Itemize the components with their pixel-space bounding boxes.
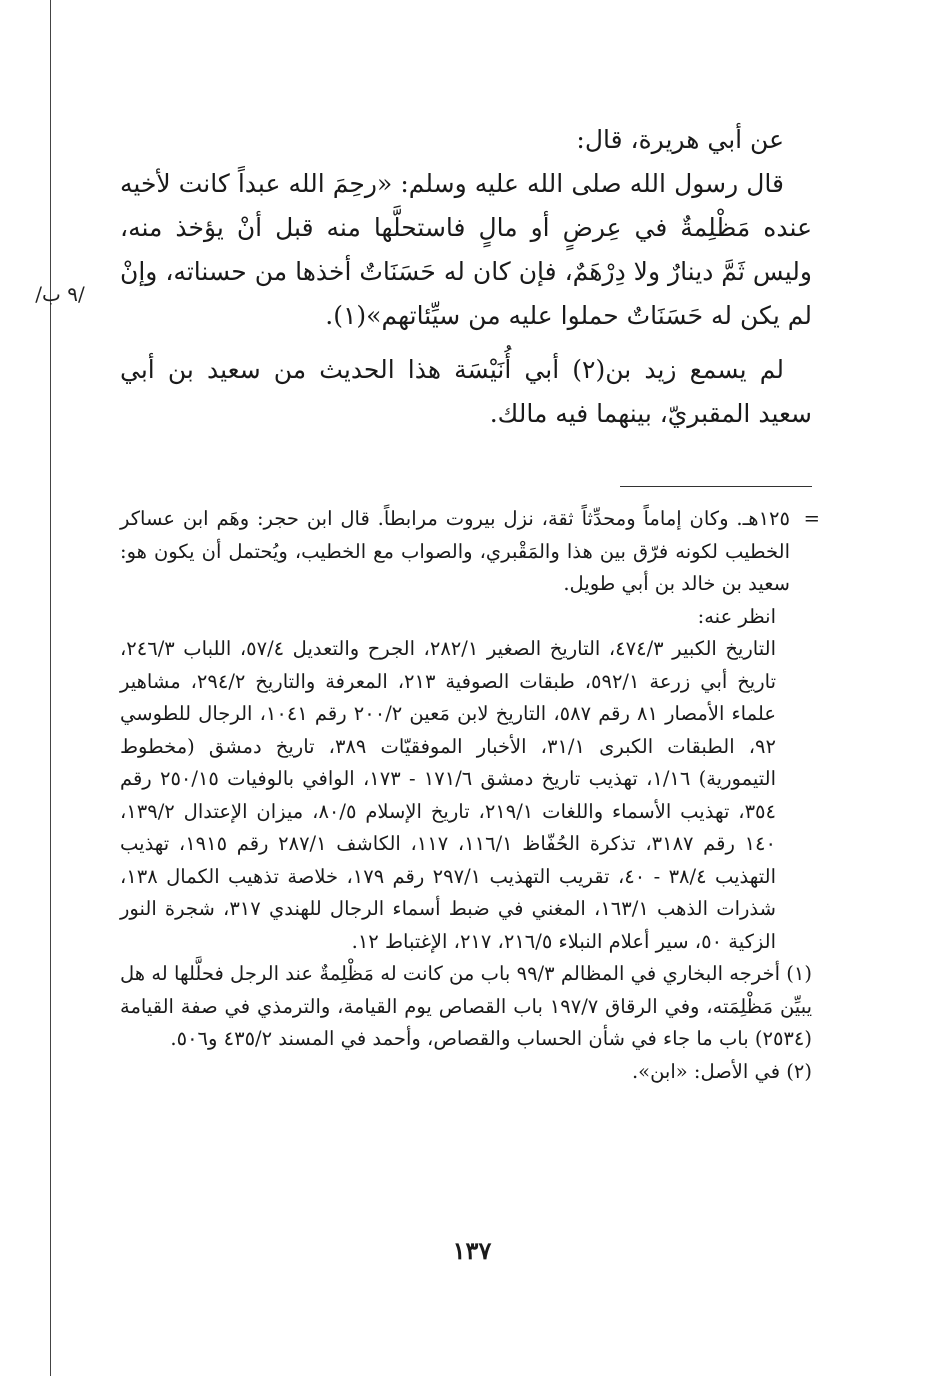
margin-folio-note: /٩ ب/ [35,282,85,306]
footnote-2: (٢) في الأصل: «ابن». [631,1059,812,1083]
page-number: ١٣٧ [452,1236,492,1265]
main-paragraph-1: عن أبي هريرة، قال: [576,125,784,154]
main-text [120,118,812,436]
margin-line [50,0,51,1376]
continuation-mark: = [803,507,820,530]
main-paragraph-3: لم يسمع زيد بن(٢) أبي أُنَيْسَة هذا الحديث من سعيد بن أبي سعيد المقبريّ، بينهما فيه مالك. [120,355,812,428]
footnote-1: (١) أخرجه البخاري في المظالم ٩٩/٣ باب من كانت له مَظْلِمةٌ عند الرجل فحلَّلها له هل يبيِّن مَظْلِمَته، وفي الرقاق ١٩٧/٧ باب القصاص يوم القيامة، والترمذي في صفة القيامة (٢٥٣٤) باب ما جاء في شأن الحساب والقصاص، وأحمد في المسند ٤٣٥/٢ و٥٠٦. [120,962,813,1050]
footnote-separator [620,486,812,487]
footnote-sources: التاريخ الكبير ٤٧٤/٣، التاريخ الصغير ٢٨٢/١، الجرح والتعديل ٥٧/٤، اللباب ٢٤٦/٣، تاريخ أبي زرعة ٥٩٢/١، طبقات الصوفية ٢١٣، المعرفة والتاريخ ٢٩٤/٢، مشاهير علماء الأمصار ٨١ رقم ٥٨٧، التاريخ لابن مَعين ٢٠٠/٢ رقم ١٠٤١، الرجال للطوسي ٩٢، الطبقات الكبرى ٣١/١، الأخبار الموفقيّات ٣٨٩، تاريخ دمشق (مخطوط التيمورية) ١/١٦، تهذيب تاريخ دمشق ١٧١/٦ - ١٧٣، الوافي بالوفيات ٢٥٠/١٥ رقم ٣٥٤، تهذيب الأسماء واللغات ٢١٩/١، تاريخ الإسلام ٨٠/٥، ميزان الإعتدال ١٣٩/٢، ١٤٠ رقم ٣١٨٧، تذكرة الحُفّاظ ١١٦/١، ١١٧، الكاشف ٢٨٧/١ رقم ١٩١٥، تهذيب التهذيب ٣٨/٤ - ٤٠، تقريب التهذيب ٢٩٧/١ رقم ١٧٩، خلاصة تذهيب الكمال ١٣٨، شذرات الذهب ١٦٣/١، المغني في ضبط أسماء الرجال للهندي ٣١٧، شجرة النور الزكية ٥٠، سير أعلام النبلاء ٢١٦/٥، ٢١٧، الإغتباط ١٢. [120,637,777,953]
footnote-continuation [120,503,820,601]
footnote-continuation-text: ١٢٥هـ. وكان إماماً ومحدِّثاً ثقة، نزل بيروت مرابطاً. قال ابن حجر: وهَم ابن عساكر الخطيب لكونه فرّق بين هذا والمَقْبري، والصواب مع الخطيب، ويُحتمل أن يكون هو: سعيد بن خالد بن أبي طويل. [120,507,790,595]
footnote-see-label: انظر عنه: [697,604,776,628]
footnotes [120,503,820,1088]
main-paragraph-2: قال رسول الله صلى الله عليه وسلم: «رحِمَ الله عبداً كانت لأخيه عنده مَظْلِمةٌ في عِرضٍ أو مالٍ فاستحلَّها منه قبل أنْ يؤخذ منه، وليس ثَمَّ دينارٌ ولا دِرْهَمٌ، فإن كان له حَسَنَاتٌ أخذها من حسناته، وإنْ لم يكن له حَسَنَاتٌ حملوا عليه من سيِّئاتهم»(١). [120,169,812,330]
